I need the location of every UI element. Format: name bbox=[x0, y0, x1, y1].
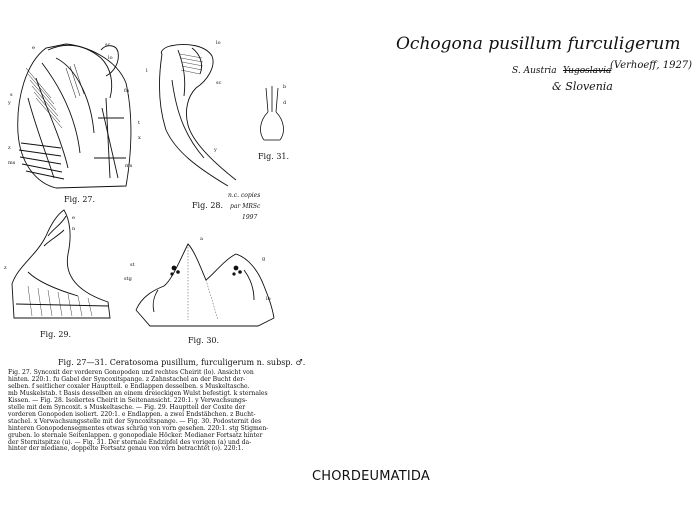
caption-line: selben. f seitlicher coxaler Hauptteil. e Endlappen desselben. s Muskeltasche. bbox=[8, 382, 250, 390]
caption-line: Kissen. — Fig. 28. Isoliertes Cheirit in Seitenansicht. 220:1. y Verwachsungs- bbox=[8, 396, 248, 404]
order-footer-label: CHORDEUMATIDA bbox=[312, 469, 431, 484]
fig30-label: Fig. 30. bbox=[188, 336, 220, 345]
fig30-letter-g: g bbox=[262, 256, 266, 262]
figure-28-drawing bbox=[148, 40, 243, 190]
fig27-letter-x: x bbox=[138, 135, 141, 141]
fig28-letter-l: l bbox=[146, 68, 148, 74]
fig28-letter-lo: lo bbox=[216, 40, 221, 46]
fig27-label: Fig. 27. bbox=[64, 195, 96, 204]
fig29-label: Fig. 29. bbox=[40, 330, 72, 339]
fig28-label: Fig. 28. bbox=[192, 201, 224, 210]
fig29-letter-n: n bbox=[72, 226, 76, 232]
caption-line: der Sternitspitze (u). — Fig. 31. Der sternale Endzipfel des vorigen (a) und da- bbox=[8, 438, 252, 446]
fig30-letter-st: st bbox=[130, 262, 135, 268]
caption-line: hinten. 220:1. fu Gabel der Syncoxitspange. z Zahnstachel an der Bucht der- bbox=[8, 375, 246, 383]
handwritten-note-line-1: n.c. copies bbox=[228, 192, 261, 199]
fig27-letter-fu: fu bbox=[124, 88, 130, 94]
figure-27-drawing bbox=[6, 38, 146, 198]
fig30-letter-stg: stg bbox=[124, 276, 132, 282]
fig27-letter-lo: lo bbox=[108, 55, 113, 61]
fig31-letter-d: d bbox=[283, 100, 287, 106]
caption-title: Fig. 27—31. Ceratosoma pusillum, furculigerum n. subsp. ♂. bbox=[58, 358, 306, 367]
caption-line: Fig. 27. Syncoxit der vorderen Gonopoden und rechtes Cheirit (lo). Ansicht von bbox=[8, 369, 254, 376]
handwritten-species-name: Ochogona pusillum furculigerum bbox=[396, 34, 681, 54]
fig29-letter-z: z bbox=[4, 265, 7, 271]
fig27-letter-y: y bbox=[8, 100, 11, 106]
handwritten-range-prefix: S. Austria bbox=[512, 66, 557, 76]
caption-body bbox=[8, 370, 276, 453]
handwritten-range-suffix: & Slovenia bbox=[552, 80, 613, 93]
caption-line: mb Muskelstab. t Basis desselben an einem dreieckigen Wulst befestigt. k sternales bbox=[8, 389, 268, 397]
figure-29-drawing bbox=[8, 206, 118, 322]
fig27-letter-e: e bbox=[32, 45, 35, 51]
fig27-letter-t: t bbox=[138, 120, 141, 126]
figure-31-drawing bbox=[254, 82, 294, 150]
fig31-label: Fig. 31. bbox=[258, 152, 290, 161]
handwritten-author: (Verhoeff, 1927) bbox=[610, 60, 693, 71]
fig27-letter-ms: ms bbox=[125, 163, 133, 169]
fig30-letter-a: a bbox=[200, 236, 203, 242]
fig31-letter-b: b bbox=[283, 84, 287, 90]
fig27-letter-ms-2: ms bbox=[8, 160, 16, 166]
caption-line: vorderen Gonopoden isoliert. 220:1. e Endlappen. a zwei Endstäbchen. z Bucht- bbox=[8, 410, 256, 418]
caption-line: hinteren Gonopodensegmentes etwas schräg von vorn gesehen. 220:1. stg Stigmen- bbox=[8, 424, 269, 432]
handwritten-note-line-2: par MRSc bbox=[230, 203, 261, 210]
figure-30-drawing bbox=[128, 230, 278, 330]
handwritten-range-struck: Yugoslavia bbox=[563, 66, 612, 76]
handwritten-note-line-3: 1997 bbox=[242, 214, 258, 221]
fig29-letter-e: e bbox=[72, 215, 75, 221]
fig28-letter-sc: sc bbox=[216, 80, 222, 86]
fig28-letter-y: y bbox=[214, 147, 217, 153]
caption-line: hinter der mediane, doppelte Fortsatz genau von vorn betrachtet (o). 220:1. bbox=[8, 445, 244, 453]
fig30-letter-lo: lo bbox=[266, 296, 271, 302]
caption-line: stachel. x Verwachsungsstelle mit der Syncoxitspange. — Fig. 30. Podosternit des bbox=[8, 417, 262, 425]
caption-line: gruben. lo sternale Seitenlappen. g gonopodiale Höcker. Medianer Fortsatz hinter bbox=[8, 431, 263, 439]
fig27-letter-s: s bbox=[10, 92, 13, 98]
fig27-letter-sc: sc bbox=[105, 42, 111, 48]
caption-line: stelle mit dem Syncoxit. s Muskeltasche. — Fig. 29. Hauptteil der Coxite der bbox=[8, 403, 246, 411]
fig27-letter-z: z bbox=[8, 145, 11, 151]
